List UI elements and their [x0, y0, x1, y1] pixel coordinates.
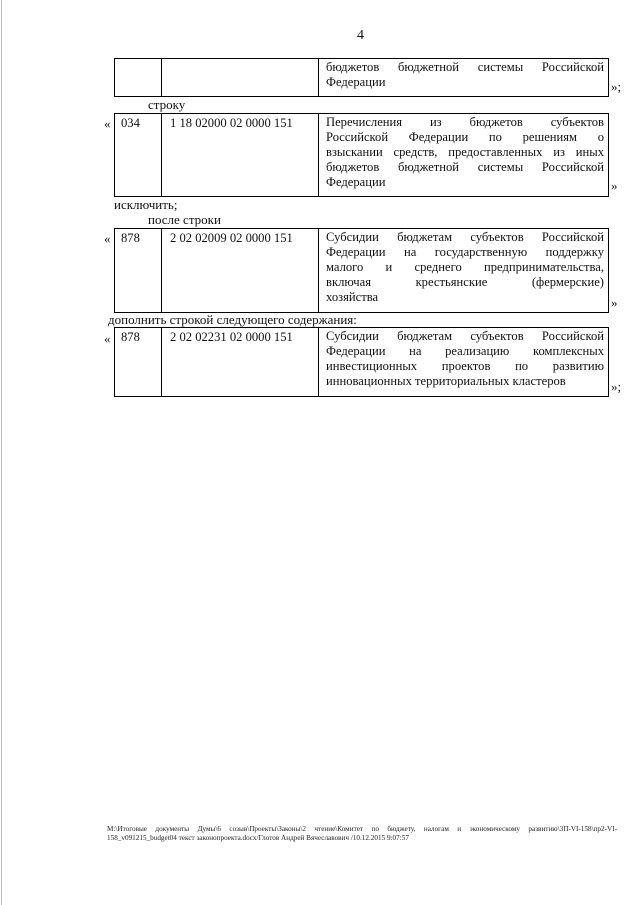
label-posle-stroki: после строки: [148, 212, 221, 227]
description-line: Перечисления из бюджетов субъектов: [326, 115, 604, 129]
row-description-cell: [319, 328, 608, 396]
row-kbk-cell: [162, 59, 319, 96]
row-description-cell: [319, 114, 608, 196]
row-code-cell: 878: [115, 328, 162, 396]
footer-line: M:\Итоговые документы Думы\6 созыв\Проекты\Законы\2 чтение\Комитет по бюджету, налогам и экономическому развитию\3П-VI-158\пр2-VI-: [107, 825, 617, 833]
page-number: 4: [357, 28, 364, 43]
table-row: [114, 228, 609, 313]
table-row: [114, 113, 609, 197]
open-quote: «: [104, 116, 111, 131]
row-kbk-cell: 1 18 02000 02 0000 151: [162, 114, 319, 196]
row-kbk-cell: 2 02 02231 02 0000 151: [162, 328, 319, 396]
scan-edge-line: [1, 0, 2, 905]
open-quote: «: [104, 331, 111, 346]
close-quote: »: [611, 178, 618, 193]
description-line: включая крестьянские (фермерские): [326, 275, 604, 289]
description-line: хозяйства: [326, 290, 379, 304]
label-stroku: строку: [148, 97, 186, 112]
label-dopolnit: дополнить строкой следующего содержания:: [108, 312, 357, 327]
description-line: взыскании средств, предоставленных из иных: [326, 145, 604, 159]
description-line: Российской Федерации по решениям о: [326, 130, 604, 144]
description-line: инновационных территориальных кластеров: [326, 374, 566, 388]
row-kbk-cell: 2 02 02009 02 0000 151: [162, 229, 319, 312]
description-line: бюджетов бюджетной системы Российской: [326, 60, 604, 74]
description-line: Федерации: [326, 75, 386, 89]
label-isklyuchit: исключить;: [114, 197, 178, 212]
file-path-footer: [107, 825, 617, 843]
row-code-cell: 878: [115, 229, 162, 312]
row-description-cell: [319, 59, 608, 96]
description-line: Федерации на реализацию комплексных: [326, 344, 604, 358]
footer-line: 158_v091215_budget04 текст законопроекта.docx/Глотов Андрей Вячеславович /10.12.2015 9:07:57: [107, 834, 409, 842]
close-quote: »: [611, 295, 618, 310]
description-line: Федерации: [326, 175, 386, 189]
row-code-cell: 034: [115, 114, 162, 196]
close-quote: »;: [611, 379, 622, 394]
description-line: малого и среднего предпринимательства,: [326, 260, 604, 274]
table-row: [114, 58, 609, 97]
description-line: Субсидии бюджетам субъектов Российской: [326, 230, 604, 244]
description-line: бюджетов бюджетной системы Российской: [326, 160, 604, 174]
open-quote: «: [104, 231, 111, 246]
row-description-cell: [319, 229, 608, 312]
table-row: [114, 327, 609, 397]
description-line: Субсидии бюджетам субъектов Российской: [326, 329, 604, 343]
close-quote: »;: [611, 79, 622, 94]
description-line: Федерации на государственную поддержку: [326, 245, 604, 259]
description-line: инвестиционных проектов по развитию: [326, 359, 604, 373]
row-code-cell: [115, 59, 162, 96]
